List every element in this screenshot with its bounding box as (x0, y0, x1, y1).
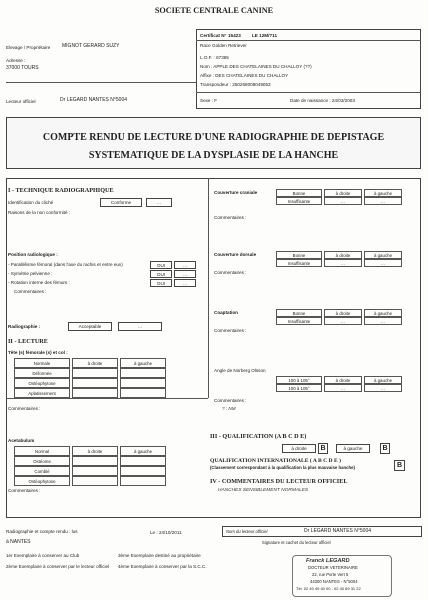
position-label: Position radiologique : (8, 252, 58, 257)
stamp-line-4: 44300 NANTES - N°5004 (310, 579, 358, 584)
table-cell: ... (324, 317, 362, 325)
table-row-label: Ostéome (14, 456, 70, 466)
owner-address: 37000 TOURS (6, 65, 39, 71)
table-row-label: Ostéophytose (14, 378, 70, 388)
certificate-number: 15423 (228, 33, 241, 38)
transponder-line: Transpondeur : 250268008049053 (200, 82, 271, 87)
position-3-blank: ... (174, 279, 196, 287)
table-cell: à gauche (364, 376, 402, 384)
section-divider (6, 398, 208, 399)
vet-left-name: Dr LEGARD NANTES N°5004 (60, 97, 128, 103)
position-2-oui: OUI (150, 270, 172, 278)
footer-compte-label: Radiographie et compte rendu : lus (6, 529, 78, 534)
footer-reader-label: Nom du lecteur officiel (226, 529, 268, 534)
lecture-comments-label: Commentaires : (8, 406, 41, 411)
table-cell-right (72, 378, 118, 388)
table-cell: ... (324, 259, 362, 267)
technique-comments-label: Commentaires : (14, 289, 47, 294)
stamp-line-5: Tél. 02 40 49 40 00 - 02 40 69 31 22 (296, 586, 361, 591)
position-3-label: - Rotation interne des fémurs : (8, 280, 70, 285)
stamp-line-2: DOCTEUR VETERINAIRE (308, 565, 358, 570)
position-2-blank: ... (174, 270, 196, 278)
table-cell-right (72, 456, 118, 466)
table-cell: ... (324, 384, 362, 392)
reader-comments-text: HANCHES SENSIBLEMENT NORMALES (218, 488, 309, 493)
table-cell: ... (364, 197, 402, 205)
table-cell: Insuffisante (276, 259, 322, 267)
intl-qualification-value: B (394, 460, 405, 471)
dob-line: Date de naissance : 24/03/2003 (290, 98, 355, 103)
table-cell: ... (364, 384, 402, 392)
position-2-label: - Symétrie pelvienne : (8, 271, 53, 276)
table-cell: ... (324, 197, 362, 205)
qual-right-label: à droite (282, 444, 316, 453)
table-row-label: Déformée (14, 368, 70, 378)
table-cell: à droite (324, 251, 362, 259)
copy-3-note: 3ème Exemplaire destiné au propriétaire (118, 553, 201, 558)
table-cell-right (72, 388, 118, 398)
table-cell-right (72, 466, 118, 476)
copy-4-note: 4ème Exemplaire à conserver par la S.C.C. (118, 564, 207, 569)
femoral-head-label: Tête (s) fémorale (s) et col : (8, 350, 68, 355)
position-1-blank: ... (174, 261, 196, 269)
copy-2-note: 2ème Exemplaire à conserver par le lecteur officiel (6, 564, 110, 569)
table-cell-right: à droite (72, 446, 118, 456)
dog-name-line: Nom : APPLE DES CHATELAINES DU CHALLOY (??) (200, 64, 312, 69)
table-cell: 100 à 105° (276, 384, 322, 392)
table-row-label: Aplatissement (14, 388, 70, 398)
main-title-line-1: COMPTE RENDU DE LECTURE D'UNE RADIOGRAPHIE DE DEPISTAGE (42, 132, 385, 143)
table-cell-left (120, 456, 166, 466)
cranial-coverage-label: Couverture craniale (214, 190, 258, 195)
table-cell: à droite (324, 376, 362, 384)
certificate-divider (196, 40, 421, 41)
owner-address-label: Adresse : (6, 58, 26, 63)
table-cell: à gauche (364, 309, 402, 317)
lof-line: L.O.F. : 67365 (200, 55, 229, 60)
table-row-label: Ostéophytose (14, 476, 70, 486)
ident-value: Conforme (100, 198, 142, 207)
table-cell: à droite (324, 309, 362, 317)
table-cell-left (120, 378, 166, 388)
reader-comments-heading: IV - COMMENTAIRES DU LECTEUR OFFICIEL (210, 478, 348, 485)
qual-left-value: B (380, 443, 390, 454)
qualification-heading: III - QUALIFICATION (A B C D E) (210, 433, 307, 440)
acetabulum-comments-label: Commentaires : (8, 488, 41, 493)
certificate-lof: LE 12M/?11 (252, 33, 278, 38)
owner-name: MIGNOT GERARD SUZY (62, 43, 120, 49)
table-cell: Bonne (276, 309, 322, 317)
dorsal-coverage-label: Couverture dorsale (214, 252, 257, 257)
table-cell: Insuffisante (276, 197, 322, 205)
sex-line: Sexe : F (200, 98, 218, 103)
qual-left-label: à gauche (336, 444, 370, 453)
table-cell-left (120, 476, 166, 486)
table-cell: ... (364, 317, 402, 325)
position-3-oui: OUI (150, 279, 172, 287)
footer-reader-name: Dr LEGARD NANTES N°5004 (304, 528, 372, 534)
table-cell: à gauche (364, 251, 402, 259)
table-cell: Insuffisante (276, 317, 322, 325)
dorsal-comments-label: Commentaires : (214, 270, 247, 275)
technique-heading: I - TECHNIQUE RADIOGRAPHIQUE (8, 187, 114, 194)
table-cell-left (120, 466, 166, 476)
cranial-comments-label: Commentaires : (214, 215, 247, 220)
form-column-divider (208, 178, 209, 398)
lecture-heading: II - LECTURE (8, 338, 48, 345)
coaptation-label: Coaptation (214, 310, 238, 315)
norberg-comments-label: Commentaires : (214, 398, 247, 403)
table-cell-left: à gauche (120, 358, 166, 368)
ident-label: Identification du cliché (8, 200, 54, 205)
table-row-label: Normal (14, 446, 70, 456)
intl-qualification-note: (Classement correspondant à la qualification la plus mauvaise hanche) (210, 465, 355, 470)
table-cell: Bonne (276, 189, 322, 197)
footer-date: Le : 24/10/2011 (150, 530, 182, 535)
intl-qualification-heading: QUALIFICATION INTERNATIONALE ( A B C D E ) (210, 458, 341, 464)
table-cell: ... (364, 259, 402, 267)
norberg-label: Angle de Norberg Olsson (214, 368, 266, 373)
qual-right-value: B (318, 443, 328, 454)
owner-label: Elevage / Propriétaire (6, 45, 51, 50)
certificate-divider-2 (196, 92, 421, 93)
ident-blank: ... (146, 198, 172, 207)
table-cell-left (120, 388, 166, 398)
table-cell-left: à gauche (120, 446, 166, 456)
coaptation-comments-label: Commentaires : (214, 328, 247, 333)
position-1-oui: OUI (150, 261, 172, 269)
table-cell-right (72, 476, 118, 486)
radiography-value: Acceptable (68, 322, 112, 331)
table-row-label: Comblé (14, 466, 70, 476)
radiography-label: Radiographie : (8, 324, 41, 329)
nonconformity-label: Raisons de la non conformité : (8, 210, 71, 215)
radiography-blank: ... (118, 322, 162, 331)
main-title-line-2: SYSTEMATIQUE DE LA DYSPLASIE DE LA HANCHE (88, 150, 339, 161)
table-cell: à droite (324, 189, 362, 197)
table-cell-right: à droite (72, 358, 118, 368)
copy-1-note: 1er Exemplaire à conserver au Club (6, 553, 80, 558)
certificate-label: Certificat N° (200, 33, 227, 38)
table-cell: Bonne (276, 251, 322, 259)
norberg-comment: ? : NM (222, 406, 236, 411)
table-cell-left (120, 368, 166, 378)
table-row-label: Normale (14, 358, 70, 368)
stamp-line-3: 22, rue Porte Vert 5 (312, 572, 349, 577)
vet-left-label: Lecteur officiel (6, 99, 36, 104)
table-cell-right (72, 368, 118, 378)
table-cell: à gauche (364, 189, 402, 197)
position-1-label: - Parallélisme fémoral (dans l'axe du rachis et entre eux) (8, 262, 123, 267)
affixe-line: Affixe : DES CHATELAINES DU CHALLOY (200, 73, 289, 78)
breed-line: Race Golden Retriever (200, 43, 247, 48)
acetabulum-label: Acetabulum (8, 438, 35, 443)
table-cell: 100 à 105° (276, 376, 322, 384)
org-title: SOCIETE CENTRALE CANINE (154, 6, 274, 15)
footer-signature-label: Signature et cachet du lecteur officiel (262, 540, 331, 545)
footer-place: à NANTES (6, 539, 31, 545)
owner-underline (6, 82, 196, 83)
stamp-name: Franck LEGARD (306, 558, 350, 564)
